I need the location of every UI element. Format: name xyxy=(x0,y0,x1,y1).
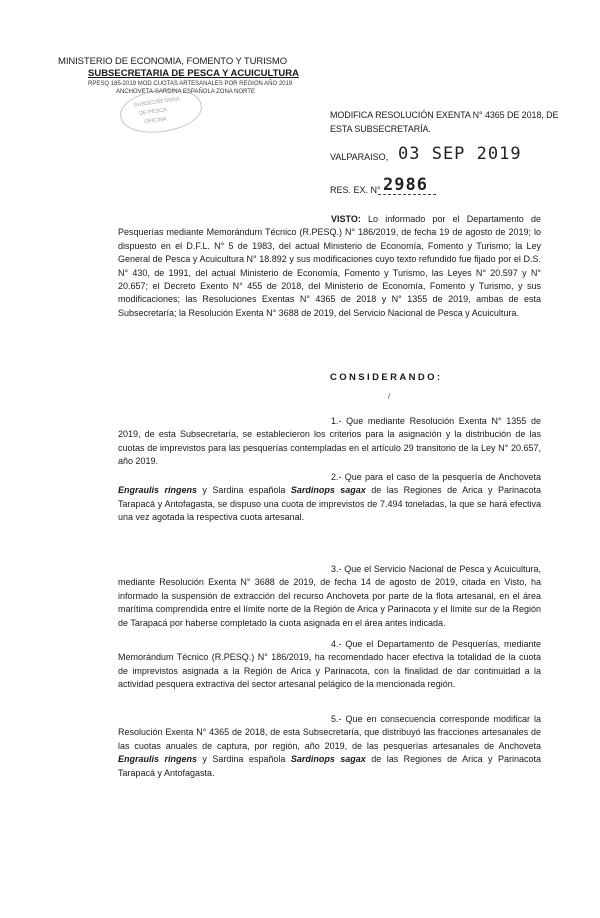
considerando-5 xyxy=(118,704,541,789)
species-engraulis-2: Engraulis ringens xyxy=(118,754,197,765)
considerando-3 xyxy=(118,554,541,639)
considerando-3-text: 3.- Que el Servicio Nacional de Pesca y Acuicultura, mediante Resolución Exenta N° 3688 de 2019, de fecha 14 de agosto de 2019, citada en Visto, ha informado la suspensión de extracción del recurso Anchoveta por parte de la flota artesanal, en el área marítima comprendida entre el límite norte de la Región de Arica y Parinacota y el límite sur de la Región de Tarapacá por haberse completado la cuota asignada en el área antes indicada. xyxy=(118,564,541,628)
species-engraulis: Engraulis ringens xyxy=(118,485,197,496)
considerando-2-part-a: 2.- Que para el caso de la pesquería de Anchoveta xyxy=(331,472,541,482)
visto-text: Lo informado por el Departamento de Pesquerías mediante Memorándum Técnico (R.PESQ.) N° 186/2019, de fecha 19 de agosto de 2019; lo dispuesto en el D.F.L. N° 5 de 1983, del actual Ministerio de Economía, Fomento y Turismo; la Ley General de Pesca y Acuicultura N° 18.892 y sus modificaciones cuyo texto refundido fue fijado por el D.S. N° 430, de 1991, del actual Ministerio de Economía, Fomento y Turismo, las Leyes N° 20.597 y N° 20.657; el Decreto Exento N° 455 de 2018, del Ministerio de Economía, Fomento y Turismo, y sus modificaciones; las Resoluciones Exentas N° 4365 de 2018 y N° 1355 de 2019, ambas de esta Subsecretaría; la Resolución Exenta N° 3688 de 2019, del Servicio Nacional de Pesca y Acuicultura. xyxy=(118,214,541,318)
visto-section xyxy=(118,213,541,320)
ministry-name: MINISTERIO DE ECONOMIA, FOMENTO Y TURISMO xyxy=(58,56,288,67)
pen-mark: / xyxy=(388,392,391,401)
considerando-2-part-b: y Sardina española xyxy=(196,485,291,496)
visto-lead: VISTO: xyxy=(331,214,361,224)
considerando-4-text: 4.- Que el Departamento de Pesquerías, mediante Memorándum Técnico (R.PESQ.) N° 186/2019, ha recomendado hacer efectiva la totalidad de la cuota de imprevistos asignada a la Región de Arica y Parinacota, con la finalidad de dar continuidad a la actividad pesquera extractiva del sector artesanal pelágico de la mencionada región. xyxy=(118,639,541,690)
considerando-heading: CONSIDERANDO: xyxy=(330,372,443,383)
letterhead xyxy=(58,56,378,96)
resolution-subject: MODIFICA RESOLUCIÓN EXENTA N° 4365 DE 2018, DE ESTA SUBSECRETARÍA. xyxy=(330,110,559,134)
species-sardinops-2: Sardinops sagax xyxy=(290,754,366,765)
considerando-5-part-c: de las Regiones de Arica y Parinacota Tarapacá y Antofagasta. xyxy=(118,754,542,778)
species-sardinops: Sardinops sagax xyxy=(290,485,366,496)
considerando-1-text: 1.- Que mediante Resolución Exenta N° 1355 de 2019, de esta Subsecretaría, se establecieron los criterios para la asignación y la distribución de las cuotas de imprevistos para las pesquerías contempladas en el artículo 29 transitorio de la Ley N° 20.657, año 2019. xyxy=(118,416,541,467)
stamp-line-2: DE PESCA xyxy=(138,107,168,118)
considerando-2 xyxy=(118,462,541,534)
considerando-5-part-a: 5.- Que en consecuencia corresponde modificar la Resolución Exenta N° 4365 de 2018, de esta Subsecretaría, que distribuyó las fracciones artesanales de las cuotas anuales de captura, por región, año 2019, de las pesquerías artesanales de Anchoveta xyxy=(118,714,541,751)
considerando-2-part-c: de las Regiones de Arica y Parinacota Tarapacá y Antofagasta, se dispuso una cuota de imprevistos de 7.494 toneladas, la que se hará efectiva una vez agotada la respectiva cuota artesanal. xyxy=(118,485,542,523)
stamped-date: 03 SEP 2019 xyxy=(398,144,522,164)
stamp-line-3: OFICINA xyxy=(144,116,167,126)
reference-line: RPESQ 185-2019 MOD CUOTAS ARTESANALES POR REGION AÑO 2019 xyxy=(88,81,293,87)
resolution-label: RES. EX. N° xyxy=(330,185,381,195)
stamp-line-1: SUBSECRETARIA xyxy=(133,96,181,109)
place-label: VALPARAISO, xyxy=(330,152,389,162)
resolution-number: 2986 xyxy=(383,175,428,195)
subsecretaria-name: SUBSECRETARIA DE PESCA Y ACUICULTURA xyxy=(88,68,299,79)
reference-line-2: ANCHOVETA-SARDINA ESPAÑOLA ZONA NORTE xyxy=(116,89,256,95)
considerando-4 xyxy=(118,629,541,701)
number-underline xyxy=(378,194,436,195)
considerando-5-part-b: y Sardina española xyxy=(196,754,291,765)
